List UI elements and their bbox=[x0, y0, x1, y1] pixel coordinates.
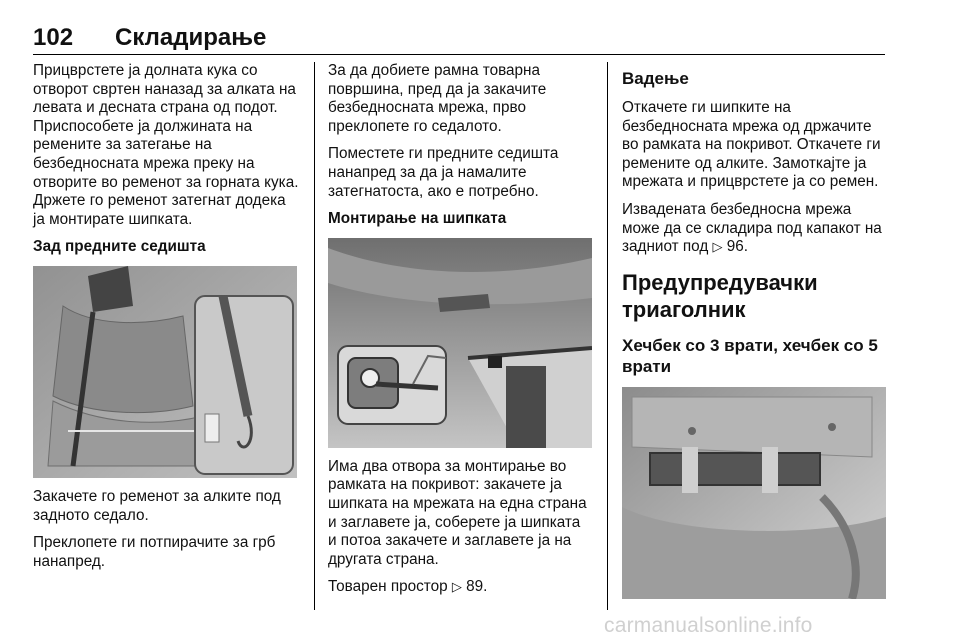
figure-rod-mounting bbox=[328, 238, 592, 448]
column-divider-2 bbox=[607, 62, 608, 610]
column-2 bbox=[328, 62, 592, 606]
cross-ref-text: Товарен простор bbox=[328, 578, 448, 596]
figure-strap-under-rear-seat bbox=[33, 266, 297, 478]
page-number: 102 bbox=[33, 24, 74, 51]
subheading-removal: Вадење bbox=[622, 69, 689, 88]
cross-ref-page[interactable]: 96. bbox=[726, 238, 749, 256]
column-1 bbox=[33, 62, 301, 580]
page-header bbox=[33, 20, 885, 55]
storage-text: Извадената безбедносна мрежа може да се складира под капакот на задниот под bbox=[622, 200, 882, 256]
paragraph-move-front-seats: Поместете ги предните седишта нанапред за да ја намалите затегнатоста, ако е потребно. bbox=[328, 145, 559, 200]
cross-ref-arrow-icon: ▷ bbox=[712, 239, 723, 255]
subheading-mounting-rod: Монтирање на шипката bbox=[328, 210, 507, 228]
column-3 bbox=[622, 62, 888, 609]
paragraph-hook-strap: Закачете го ременот за алките под задното седало. bbox=[33, 487, 281, 524]
heading-warning-triangle: Предупредувачки триаголник bbox=[622, 269, 818, 322]
paragraph-fold-backrests: Преклопете ги потпирачите за грб нанапред. bbox=[33, 534, 276, 570]
cross-ref-arrow-icon: ▷ bbox=[451, 579, 462, 595]
cross-ref-page[interactable]: 89. bbox=[466, 578, 488, 596]
paragraph-removal-steps: Откачете ги шипките на безбедносната мрежа од држачите во рамката на покривот. Откачете ги ремените од алките. Замоткајте ја мрежата и прицврстете ја со ремен. bbox=[622, 99, 881, 191]
paragraph-load-space-ref bbox=[328, 578, 592, 597]
figure-warning-triangle-storage bbox=[622, 387, 886, 599]
paragraph-mounting-openings: Има два отвора за монтирање во рамката на покривот: закачете ја шипката на мрежата на една страна и заглавете ја, соберете ја шипката и потоа закачете и заглавете ја на другата страна. bbox=[328, 457, 587, 568]
section-title: Складирање bbox=[115, 24, 267, 51]
column-divider-1 bbox=[314, 62, 315, 610]
subheading-hatchback: Хечбек со 3 врати, хечбек со 5 врати bbox=[622, 335, 878, 376]
subheading-behind-front-seats: Зад предните седишта bbox=[33, 238, 206, 256]
watermark: carmanualsonline.info bbox=[604, 614, 813, 637]
paragraph-storage-under-floor bbox=[622, 201, 888, 257]
paragraph-hook-instructions: Прицврстете ја долната кука со отворот свртен наназад за алката на левата и десната страна од подот. Приспособете ја должината на ремените за затегање на безбедносната мрежа преку на отворите во ременот за горната кука. Држете го ременот затегнат додека ја монтирате шипката. bbox=[33, 62, 299, 228]
paragraph-flat-load-floor: За да добиете рамна товарна површина, пред да ја закачите безбедносната мрежа, прво преклопете го седалото. bbox=[328, 62, 547, 135]
